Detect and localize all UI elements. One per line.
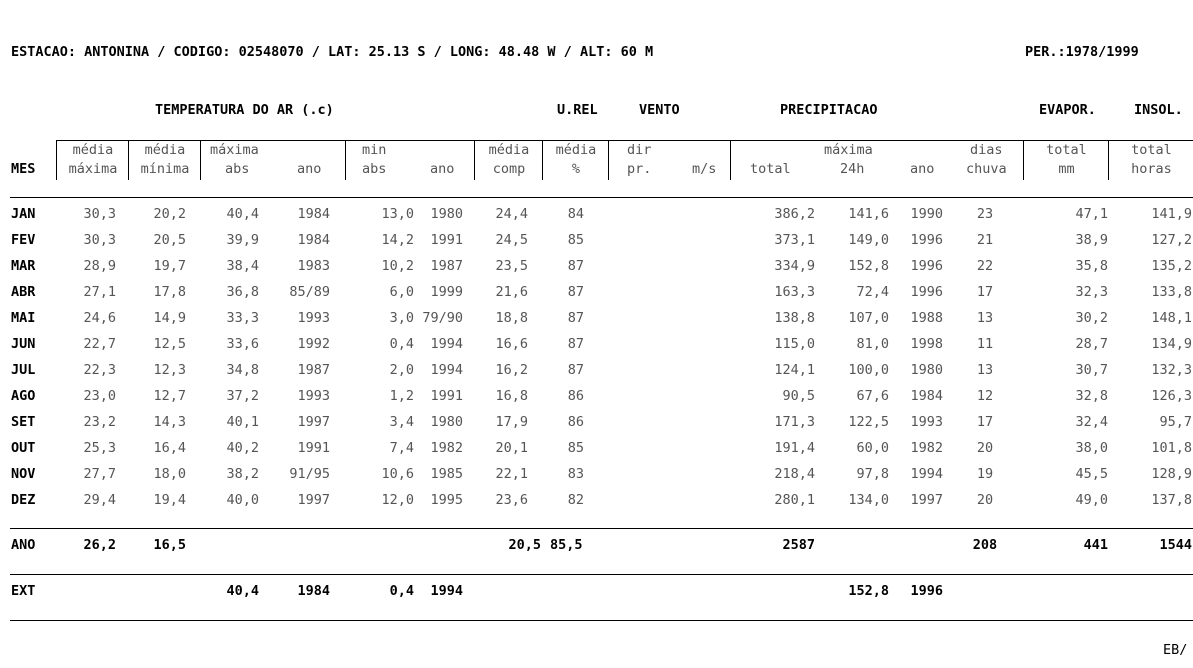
- table-cell-p24: 60,0: [856, 440, 889, 456]
- table-cell-insol: 148,1: [1151, 310, 1192, 326]
- ano-insol: 1544: [1159, 537, 1192, 553]
- row-month-label: MAI: [11, 310, 36, 326]
- col-evapor-total-2: mm: [1058, 161, 1075, 177]
- col-sep: [1023, 140, 1024, 180]
- table-cell-insol: 128,9: [1151, 466, 1192, 482]
- table-cell-insol: 127,2: [1151, 232, 1192, 248]
- table-cell-xano: 91/95: [289, 466, 330, 482]
- table-cell-nabs: 2,0: [389, 362, 414, 378]
- table-cell-nano: 1995: [430, 492, 463, 508]
- table-cell-insol: 126,3: [1151, 388, 1192, 404]
- table-cell-mmax: 29,4: [83, 492, 116, 508]
- table-cell-dias: 23: [976, 206, 994, 222]
- table-cell-nabs: 10,2: [381, 258, 414, 274]
- table-cell-nabs: 12,0: [381, 492, 414, 508]
- group-precipitacao: PRECIPITACAO: [780, 102, 878, 118]
- col-insol-total-2: horas: [1131, 161, 1172, 177]
- table-cell-mmax: 28,9: [83, 258, 116, 274]
- table-cell-mmin: 12,7: [153, 388, 186, 404]
- table-cell-dias: 13: [976, 362, 994, 378]
- table-cell-xano: 1983: [297, 258, 330, 274]
- table-cell-nano: 79/90: [422, 310, 463, 326]
- col-mes: MES: [11, 161, 36, 177]
- table-cell-p24: 152,8: [848, 258, 889, 274]
- col-dias-chuva-1: dias: [970, 142, 1003, 158]
- table-cell-xano: 1993: [297, 388, 330, 404]
- ext-label: EXT: [11, 583, 36, 599]
- col-min-abs-2: abs: [362, 161, 387, 177]
- table-cell-insol: 95,7: [1159, 414, 1192, 430]
- table-cell-mmax: 30,3: [83, 206, 116, 222]
- table-cell-urel: 82: [567, 492, 584, 508]
- ext-min-ano: 1994: [430, 583, 463, 599]
- ano-urel: 85,5: [550, 537, 583, 553]
- table-cell-nano: 1994: [430, 362, 463, 378]
- table-cell-pano: 1988: [910, 310, 943, 326]
- ext-precip-max24: 152,8: [848, 583, 889, 599]
- table-cell-mmin: 18,0: [153, 466, 186, 482]
- col-evapor-total-1: total: [1046, 142, 1087, 158]
- table-cell-dias: 13: [976, 310, 994, 326]
- table-cell-insol: 134,9: [1151, 336, 1192, 352]
- table-cell-nano: 1991: [430, 388, 463, 404]
- table-cell-mmax: 30,3: [83, 232, 116, 248]
- table-cell-dias: 19: [976, 466, 994, 482]
- table-cell-pano: 1997: [910, 492, 943, 508]
- table-cell-xano: 1984: [297, 206, 330, 222]
- table-cell-mmax: 25,3: [83, 440, 116, 456]
- table-cell-nano: 1980: [430, 206, 463, 222]
- table-cell-comp: 23,6: [495, 492, 528, 508]
- table-cell-mmax: 23,2: [83, 414, 116, 430]
- table-cell-xabs: 40,2: [226, 440, 259, 456]
- table-cell-comp: 16,2: [495, 362, 528, 378]
- table-cell-comp: 16,8: [495, 388, 528, 404]
- table-cell-evap: 32,3: [1075, 284, 1108, 300]
- table-cell-urel: 86: [567, 388, 584, 404]
- table-cell-p24: 134,0: [848, 492, 889, 508]
- col-vento-dir-1: dir: [627, 142, 652, 158]
- table-cell-pano: 1994: [910, 466, 943, 482]
- station-info: ESTACAO: ANTONINA / CODIGO: 02548070 / LAT: 25.13 S / LONG: 48.48 W / ALT: 60 M: [11, 44, 654, 60]
- col-vento-dir-2: pr.: [627, 161, 652, 177]
- table-cell-ptot: 191,4: [774, 440, 815, 456]
- table-cell-insol: 141,9: [1151, 206, 1192, 222]
- table-cell-evap: 47,1: [1075, 206, 1108, 222]
- table-cell-pano: 1998: [910, 336, 943, 352]
- table-cell-dias: 21: [976, 232, 994, 248]
- table-cell-ptot: 171,3: [774, 414, 815, 430]
- row-month-label: MAR: [11, 258, 36, 274]
- col-maxima-ano: ano: [297, 161, 322, 177]
- col-media-comp-2: comp: [492, 161, 526, 177]
- table-cell-insol: 137,8: [1151, 492, 1192, 508]
- table-cell-mmin: 17,8: [153, 284, 186, 300]
- table-cell-xano: 1997: [297, 414, 330, 430]
- table-cell-nabs: 13,0: [381, 206, 414, 222]
- row-month-label: AGO: [11, 388, 36, 404]
- table-cell-urel: 87: [567, 310, 584, 326]
- table-cell-evap: 49,0: [1075, 492, 1108, 508]
- table-cell-ptot: 386,2: [774, 206, 815, 222]
- col-media-maxima-1: média: [72, 142, 114, 158]
- col-sep: [608, 140, 609, 180]
- table-cell-urel: 85: [567, 232, 584, 248]
- table-cell-mmin: 14,9: [153, 310, 186, 326]
- row-month-label: JUN: [11, 336, 36, 352]
- table-cell-comp: 22,1: [495, 466, 528, 482]
- months-bottom-rule: [10, 528, 1193, 529]
- table-cell-ptot: 163,3: [774, 284, 815, 300]
- table-cell-pano: 1993: [910, 414, 943, 430]
- table-cell-nano: 1985: [430, 466, 463, 482]
- table-cell-mmin: 19,7: [153, 258, 186, 274]
- row-month-label: NOV: [11, 466, 36, 482]
- table-cell-urel: 85: [567, 440, 584, 456]
- table-cell-evap: 38,9: [1075, 232, 1108, 248]
- table-cell-dias: 22: [976, 258, 994, 274]
- table-cell-xano: 85/89: [289, 284, 330, 300]
- table-cell-ptot: 124,1: [774, 362, 815, 378]
- table-cell-xabs: 36,8: [226, 284, 259, 300]
- table-cell-evap: 32,8: [1075, 388, 1108, 404]
- row-month-label: FEV: [11, 232, 36, 248]
- group-insol: INSOL.: [1134, 102, 1183, 118]
- table-cell-ptot: 138,8: [774, 310, 815, 326]
- col-precip-ano: ano: [910, 161, 935, 177]
- table-cell-xabs: 33,3: [226, 310, 259, 326]
- footer-code: EB/: [1163, 642, 1188, 658]
- row-month-label: DEZ: [11, 492, 36, 508]
- table-cell-p24: 149,0: [848, 232, 889, 248]
- table-cell-comp: 16,6: [495, 336, 528, 352]
- table-cell-mmin: 12,5: [153, 336, 186, 352]
- table-cell-xabs: 33,6: [226, 336, 259, 352]
- ext-precip-ano: 1996: [910, 583, 943, 599]
- group-temperature: TEMPERATURA DO AR (.c): [155, 102, 334, 118]
- table-cell-nabs: 1,2: [389, 388, 414, 404]
- group-evapor: EVAPOR.: [1039, 102, 1096, 118]
- ext-min-abs: 0,4: [389, 583, 414, 599]
- table-cell-dias: 20: [976, 440, 994, 456]
- table-cell-mmax: 23,0: [83, 388, 116, 404]
- row-month-label: JUL: [11, 362, 36, 378]
- table-cell-evap: 32,4: [1075, 414, 1108, 430]
- table-cell-mmax: 22,7: [83, 336, 116, 352]
- col-media-minima-2: mínima: [140, 161, 190, 177]
- table-cell-ptot: 115,0: [774, 336, 815, 352]
- table-cell-nano: 1980: [430, 414, 463, 430]
- table-cell-pano: 1996: [910, 258, 943, 274]
- table-cell-pano: 1982: [910, 440, 943, 456]
- table-cell-insol: 133,8: [1151, 284, 1192, 300]
- col-media-minima-1: média: [144, 142, 186, 158]
- col-urel-media-2: %: [571, 161, 581, 177]
- table-cell-xano: 1987: [297, 362, 330, 378]
- table-cell-evap: 35,8: [1075, 258, 1108, 274]
- col-sep: [1108, 140, 1109, 180]
- table-cell-urel: 87: [567, 336, 584, 352]
- table-cell-comp: 24,5: [495, 232, 528, 248]
- table-cell-ptot: 334,9: [774, 258, 815, 274]
- table-cell-pano: 1996: [910, 284, 943, 300]
- table-cell-p24: 122,5: [848, 414, 889, 430]
- col-precip-max24-1: máxima: [824, 142, 873, 158]
- table-cell-xabs: 37,2: [226, 388, 259, 404]
- table-cell-evap: 45,5: [1075, 466, 1108, 482]
- col-urel-media-1: média: [555, 142, 597, 158]
- table-cell-pano: 1984: [910, 388, 943, 404]
- table-cell-xabs: 38,4: [226, 258, 259, 274]
- ano-dias-chuva: 208: [972, 537, 998, 553]
- table-cell-urel: 83: [567, 466, 584, 482]
- table-cell-nano: 1991: [430, 232, 463, 248]
- table-cell-urel: 87: [567, 284, 584, 300]
- table-cell-mmin: 20,2: [153, 206, 186, 222]
- col-sep: [345, 140, 346, 180]
- col-sep: [128, 140, 129, 180]
- table-cell-xabs: 39,9: [226, 232, 259, 248]
- table-cell-xano: 1993: [297, 310, 330, 326]
- row-month-label: SET: [11, 414, 36, 430]
- table-cell-p24: 72,4: [856, 284, 889, 300]
- col-precip-total: total: [750, 161, 791, 177]
- table-cell-nano: 1982: [430, 440, 463, 456]
- table-cell-xabs: 40,0: [226, 492, 259, 508]
- table-cell-nano: 1987: [430, 258, 463, 274]
- ano-media-maxima: 26,2: [83, 537, 116, 553]
- table-cell-mmax: 24,6: [83, 310, 116, 326]
- table-cell-insol: 135,2: [1151, 258, 1192, 274]
- ext-maxima-abs: 40,4: [226, 583, 259, 599]
- table-cell-insol: 101,8: [1151, 440, 1192, 456]
- ano-evapor: 441: [1083, 537, 1108, 553]
- table-cell-mmin: 20,5: [153, 232, 186, 248]
- table-cell-p24: 141,6: [848, 206, 889, 222]
- table-cell-mmin: 19,4: [153, 492, 186, 508]
- ext-maxima-ano: 1984: [297, 583, 330, 599]
- table-cell-insol: 132,3: [1151, 362, 1192, 378]
- table-cell-p24: 81,0: [856, 336, 889, 352]
- table-cell-nabs: 14,2: [381, 232, 414, 248]
- table-cell-p24: 100,0: [848, 362, 889, 378]
- period-label: PER.:1978/1999: [1025, 44, 1139, 60]
- table-cell-xano: 1991: [297, 440, 330, 456]
- table-cell-nabs: 10,6: [381, 466, 414, 482]
- table-cell-ptot: 218,4: [774, 466, 815, 482]
- table-cell-nabs: 0,4: [389, 336, 414, 352]
- table-cell-dias: 17: [976, 284, 994, 300]
- table-cell-xano: 1992: [297, 336, 330, 352]
- table-cell-nabs: 3,4: [389, 414, 414, 430]
- row-month-label: ABR: [11, 284, 36, 300]
- table-cell-comp: 21,6: [495, 284, 528, 300]
- header-bottom-rule: [10, 197, 1193, 198]
- table-cell-evap: 38,0: [1075, 440, 1108, 456]
- table-cell-xabs: 40,1: [226, 414, 259, 430]
- col-min-abs-1: min: [362, 142, 387, 158]
- col-sep: [474, 140, 475, 180]
- col-precip-max24-2: 24h: [840, 161, 865, 177]
- col-insol-total-1: total: [1131, 142, 1172, 158]
- table-cell-xabs: 38,2: [226, 466, 259, 482]
- table-cell-dias: 12: [976, 388, 994, 404]
- col-sep: [200, 140, 201, 180]
- table-cell-mmin: 16,4: [153, 440, 186, 456]
- table-cell-p24: 67,6: [856, 388, 889, 404]
- col-maxima-abs-2: abs: [225, 161, 250, 177]
- row-month-label: OUT: [11, 440, 36, 456]
- table-cell-mmin: 14,3: [153, 414, 186, 430]
- table-cell-xabs: 34,8: [226, 362, 259, 378]
- table-cell-xano: 1984: [297, 232, 330, 248]
- table-cell-xano: 1997: [297, 492, 330, 508]
- ano-media-minima: 16,5: [153, 537, 186, 553]
- col-maxima-abs-1: máxima: [210, 142, 259, 158]
- table-cell-nano: 1994: [430, 336, 463, 352]
- table-cell-nabs: 6,0: [389, 284, 414, 300]
- ano-media-comp: 20,5: [508, 537, 541, 553]
- ano-label: ANO: [11, 537, 36, 553]
- table-cell-urel: 84: [567, 206, 584, 222]
- table-cell-evap: 28,7: [1075, 336, 1108, 352]
- col-media-comp-1: média: [488, 142, 530, 158]
- table-cell-evap: 30,7: [1075, 362, 1108, 378]
- col-sep: [730, 140, 731, 180]
- table-cell-xabs: 40,4: [226, 206, 259, 222]
- table-cell-ptot: 280,1: [774, 492, 815, 508]
- table-cell-mmin: 12,3: [153, 362, 186, 378]
- col-sep: [542, 140, 543, 180]
- table-cell-dias: 20: [976, 492, 994, 508]
- table-cell-p24: 107,0: [848, 310, 889, 326]
- table-cell-nabs: 3,0: [389, 310, 414, 326]
- group-vento: VENTO: [639, 102, 680, 118]
- table-cell-ptot: 90,5: [782, 388, 815, 404]
- table-cell-p24: 97,8: [856, 466, 889, 482]
- table-cell-nano: 1999: [430, 284, 463, 300]
- table-cell-urel: 87: [567, 258, 584, 274]
- table-cell-pano: 1996: [910, 232, 943, 248]
- table-cell-comp: 20,1: [495, 440, 528, 456]
- table-cell-mmax: 22,3: [83, 362, 116, 378]
- col-media-maxima-2: máxima: [68, 161, 118, 177]
- table-cell-nabs: 7,4: [389, 440, 414, 456]
- col-min-ano: ano: [430, 161, 455, 177]
- table-cell-comp: 23,5: [495, 258, 528, 274]
- table-cell-pano: 1990: [910, 206, 943, 222]
- table-cell-urel: 87: [567, 362, 584, 378]
- table-cell-pano: 1980: [910, 362, 943, 378]
- row-month-label: JAN: [11, 206, 36, 222]
- table-cell-ptot: 373,1: [774, 232, 815, 248]
- col-vento-ms: m/s: [692, 161, 717, 177]
- table-cell-mmax: 27,1: [83, 284, 116, 300]
- table-cell-comp: 24,4: [495, 206, 528, 222]
- group-urel: U.REL: [557, 102, 598, 118]
- ext-bottom-rule: [10, 620, 1193, 621]
- table-cell-comp: 18,8: [495, 310, 528, 326]
- table-cell-mmax: 27,7: [83, 466, 116, 482]
- table-cell-dias: 11: [976, 336, 994, 352]
- ano-bottom-rule: [10, 574, 1193, 575]
- table-cell-dias: 17: [976, 414, 994, 430]
- table-cell-comp: 17,9: [495, 414, 528, 430]
- ano-precip-total: 2587: [782, 537, 815, 553]
- col-sep: [56, 140, 57, 180]
- table-cell-evap: 30,2: [1075, 310, 1108, 326]
- table-cell-urel: 86: [567, 414, 584, 430]
- col-dias-chuva-2: chuva: [966, 161, 1007, 177]
